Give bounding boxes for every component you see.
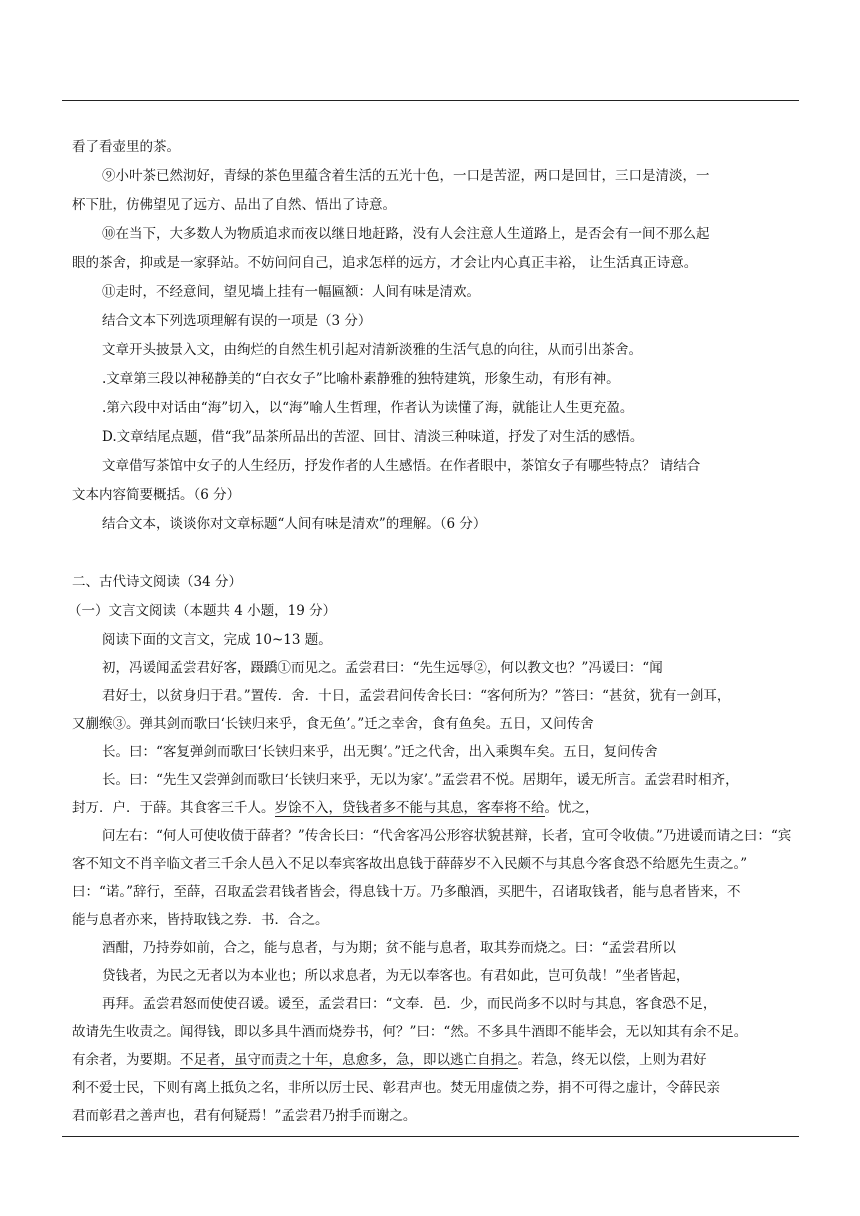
text-line: 眼的茶舍，抑或是一家驿站。不妨问问自己，追求怎样的远方，才会让内心真正丰裕， 让生活真正诗意。: [72, 255, 698, 271]
text-line: 再拜。孟尝君怒而使使召谖。谖至，孟尝君曰：“文奉．邑．少，而民尚多不以时与其息，客食恐不足，: [102, 996, 717, 1012]
underlined-sentence: 岁馀不入，贷钱者多不能与其息，客奉将不给: [274, 800, 545, 816]
text-span: 。忧之，: [544, 800, 599, 816]
option-a: 文章开头披景入文，由绚烂的自然生机引起对清新淡雅的生活气息的向往，从而引出茶舍。: [102, 342, 642, 358]
text-line: 曰：“诺。”辞行，至薛，召取孟尝君钱者皆会，得息钱十万。乃多酿酒，买肥牛，召诸取钱者，能与息者皆来，不: [72, 884, 741, 900]
text-line: 君而彰君之善声也，君有何疑焉！”孟尝君乃拊手而谢之。: [72, 1108, 417, 1124]
text-line: 客不知文不肖辛临文者三千余人邑入不足以奉宾客故出息钱于薛薛岁不入民颇不与其息今客食恐不给愿先生责之。”: [72, 856, 748, 872]
text-line: 长。曰：“客复弹剑而歌曰‘长铗归来乎，出无舆’。”迁之代舍，出入乘舆车矣。五日，复问传舍: [102, 744, 658, 760]
text-line: 长。曰：“先生又尝弹剑而歌曰‘长铗归来乎，无以为家’。”孟尝君不悦。居期年，谖无所言。孟尝君时相齐，: [102, 772, 739, 788]
page-content: [68, 133, 802, 1130]
question-text: 结合文本，谈谈你对文章标题“人间有味是清欢”的理解。（6 分）: [102, 516, 487, 532]
classical-reading-section: [68, 568, 802, 1130]
option-d: D.文章结尾点题，借“我”品茶所品出的苦涩、回甘、清淡三种味道，抒发了对生活的感悟。: [102, 429, 644, 445]
bottom-rule: [62, 1136, 799, 1137]
text-span: 封万．户．于薛。其食客三千人。: [72, 800, 275, 816]
text-span: 有余者，为要期。: [72, 1052, 180, 1068]
question-prompt: 结合文本下列选项理解有误的一项是（3 分）: [102, 313, 372, 329]
text-line: 初，冯谖闻孟尝君好客，蹑蹻①而见之。孟尝君曰：“先生远辱②，何以教文也？”冯谖曰：“闻: [102, 660, 663, 676]
modern-reading-section: [72, 133, 802, 539]
text-line: 利不爱士民，下则有离上抵负之名，非所以厉士民、彰君声也。焚无用虚债之券，捐不可得之虚计，令薛民亲: [72, 1080, 720, 1096]
top-rule: [62, 100, 799, 101]
underlined-sentence: 不足者，虽守而责之十年，息愈多，急，即以逃亡自捐之: [180, 1052, 518, 1068]
text-line: 君好士，以贫身归于君。”置传．舍．十日，孟尝君问传舍长曰：“客何所为？”答曰：“甚贫，犹有一剑耳，: [102, 688, 731, 704]
text-line: 看了看壶里的茶。: [72, 139, 180, 155]
text-span: 。若急，终无以偿，上则为君好: [517, 1052, 707, 1068]
text-line: 酒酣，乃持券如前，合之，能与息者，与为期；贫不能与息者，取其券而烧之。曰：“孟尝君所以: [102, 940, 676, 956]
option-b: .文章第三段以神秘静美的“白衣女子”比喻朴素静雅的独特建筑，形象生动，有形有神。: [102, 371, 620, 387]
text-line: 又蒯缑③。弹其剑而歌曰‘长铗归来乎，食无鱼’。”迁之幸舍，食有鱼矣。五日，又问传舍: [72, 716, 594, 732]
text-line: 杯下肚，仿佛望见了远方、品出了自然、悟出了诗意。: [72, 197, 396, 213]
text-line: [72, 1046, 802, 1074]
text-line: 文本内容简要概括。（6 分）: [72, 487, 241, 503]
paragraph-9: ⑨小叶茶已然沏好，青绿的茶色里蕴含着生活的五光十色，一口是苦涩，两口是回甘，三口是清淡，一: [102, 168, 710, 184]
subsection-heading: （一）文言文阅读（本题共 4 小题，19 分）: [68, 603, 337, 619]
option-c: .第六段中对话由“海”切入，以“海”喻人生哲理，作者认为读懂了海，就能让人生更充盈。: [102, 400, 634, 416]
question-text: 文章借写茶馆中女子的人生经历，抒发作者的人生感悟。在作者眼中，茶馆女子有哪些特点？ 请结合: [102, 458, 701, 474]
text-line: 故请先生收责之。闻得钱，即以多具牛酒而烧券书，何？”曰：“然。不多具牛酒即不能毕会，无以知其有余不足。: [72, 1024, 748, 1040]
paragraph-11: ⑪走时，不经意间，望见墙上挂有一幅匾额：人间有味是清欢。: [102, 284, 480, 300]
instruction: 阅读下面的文言文，完成 10~13 题。: [102, 632, 332, 648]
paragraph-10: ⑩在当下，大多数人为物质追求而夜以继日地赶路，没有人会注意人生道路上，是否会有一间不那么起: [102, 226, 710, 242]
text-line: 贷钱者，为民之无者以为本业也；所以求息者，为无以奉客也。有君如此，岂可负哉！”坐者皆起，: [102, 968, 690, 984]
text-line: 能与息者亦来，皆持取钱之券．书．合之。: [72, 912, 329, 928]
section-heading: 二、古代诗文阅读（34 分）: [72, 574, 242, 590]
text-line: 问左右：“何人可使收债于薛者？”传舍长曰：“代舍客冯公形容状貌甚辩，长者，宜可令收债。”乃进谖而请之曰：“宾: [102, 828, 792, 844]
text-line: [72, 794, 802, 822]
